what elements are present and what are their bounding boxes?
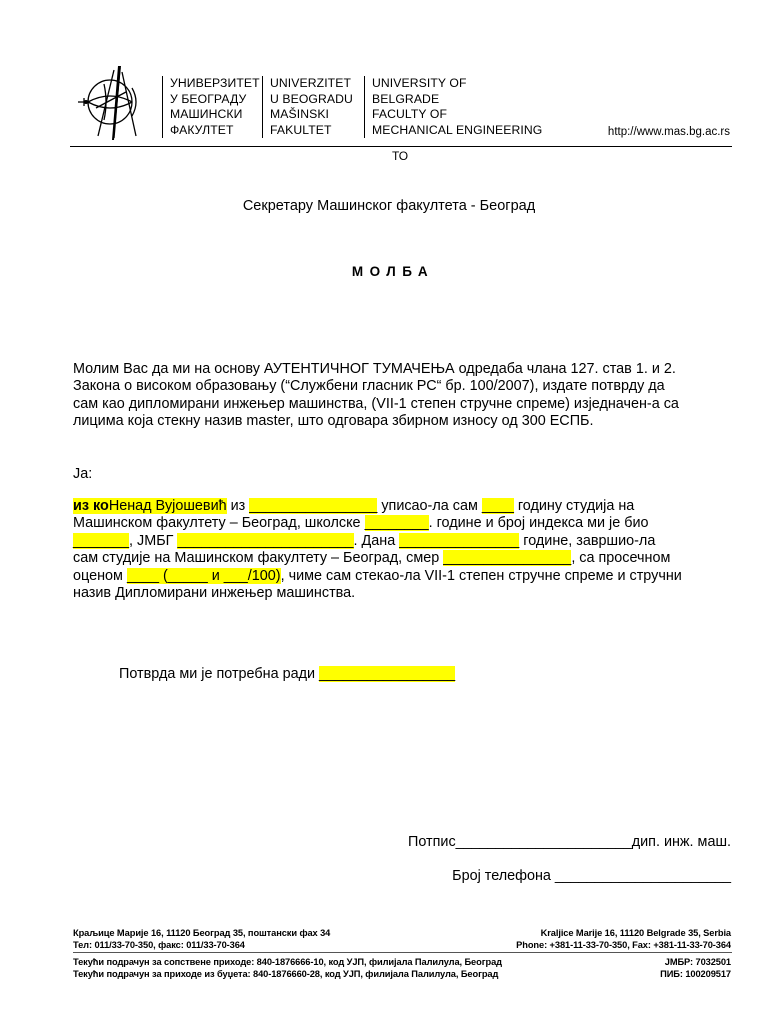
paragraph-text: годину студија на xyxy=(513,498,635,514)
paragraph-text: . године и број индекса ми је био xyxy=(428,515,649,532)
purpose-label: Потврда ми је потребна ради xyxy=(119,666,320,682)
letterhead xyxy=(70,62,732,148)
header-text: МАШИНСКИ xyxy=(170,107,243,121)
phone-line[interactable]: Број телефона ______________________ xyxy=(452,868,731,884)
header-text: FAKULTET xyxy=(270,122,332,137)
footer-phone-cyrillic: Тел: 011/33-70-350, факс: 011/33-70-364 xyxy=(73,939,245,950)
footer-jmbr: ЈМБР: 7032501 xyxy=(664,957,731,967)
average-grade-field[interactable]: ____ (_____ и ___/100) xyxy=(126,567,281,584)
document-title: МОЛБА xyxy=(351,264,435,279)
paragraph-text: године, завршио-ла xyxy=(519,532,656,549)
header-text: ФАКУЛТЕТ xyxy=(170,122,234,137)
addressee: Секретару Машинског факултета - Београд xyxy=(242,198,536,214)
header-divider xyxy=(262,76,263,138)
paragraph-line: сам као дипломирани инжењер машинства, (VII-1 степен стручне спреме) изједначен-а са xyxy=(73,395,679,412)
footer-address-latin: Kraljice Marije 16, 11120 Belgrade 35, Serbia xyxy=(540,928,731,938)
footer-pib: ПИБ: 100209517 xyxy=(660,968,731,979)
paragraph-text: , ЈМБГ xyxy=(129,532,178,549)
header-text: UNIVERZITET xyxy=(270,76,351,90)
header-text: MAŠINSKI xyxy=(270,107,330,121)
purpose-field[interactable]: _________________ xyxy=(319,666,456,682)
paragraph-text: Машинском факултету – Београд, школске xyxy=(73,515,365,532)
index-number-field[interactable]: _______ xyxy=(73,532,130,549)
footer-account-2: Текући подрачун за приходе из буџета: 840-1876660-28, код УЈП, филијала Палилула, Београд xyxy=(73,968,499,979)
paragraph-line xyxy=(73,533,733,550)
paragraph-line: Закона о високом образовању (“Службени гласник РС“ бр. 100/2007), издате потврду да xyxy=(73,378,665,395)
graduation-date-field[interactable]: _______________ xyxy=(399,532,520,549)
study-track-field[interactable]: ________________ xyxy=(443,550,572,567)
faculty-emblem-logo xyxy=(74,62,154,144)
jmbg-field[interactable]: ______________________ xyxy=(177,532,354,549)
applicant-details-paragraph xyxy=(73,498,733,602)
footer-phone-latin: Phone: +381-11-33-70-350, Fax: +381-11-33-70-364 xyxy=(516,939,731,950)
purpose-line xyxy=(119,666,455,682)
paragraph-line xyxy=(73,550,733,567)
paragraph-line xyxy=(73,515,733,532)
header-text: MECHANICAL ENGINEERING xyxy=(372,122,543,137)
signature-line[interactable]: Потпис______________________дип. инж. маш. xyxy=(408,834,731,850)
footer-address-cyrillic: Краљице Марије 16, 11120 Београд 35, поштански фах 34 xyxy=(73,928,331,938)
footer-rule xyxy=(73,952,732,953)
paragraph-text: оценом xyxy=(73,567,127,584)
paragraph-text: . Дана xyxy=(353,532,400,549)
footer-account-1: Текући подрачун за сопствене приходе: 840-1876666-10, код УЈП, филијала Палилула, Београд xyxy=(73,957,502,967)
header-divider xyxy=(364,76,365,138)
paragraph-text: из xyxy=(226,498,250,514)
header-column-latin xyxy=(270,76,353,138)
birthplace-field[interactable]: ________________ xyxy=(249,498,378,514)
paragraph-text: сам студије на Машинском факултету – Београд, смер xyxy=(73,550,444,567)
paragraph-line: назив Дипломирани инжењер машинства. xyxy=(73,585,356,602)
paragraph-line: лицима која стекну назив master, што одговара збирном износу од 300 ЕСПБ. xyxy=(73,413,594,430)
enrollment-year-field[interactable]: ____ xyxy=(481,498,514,514)
header-text: FACULTY OF xyxy=(372,107,448,121)
header-text: УНИВЕРЗИТЕТ xyxy=(170,76,260,90)
header-text: У БЕОГРАДУ xyxy=(170,91,247,106)
school-year-field[interactable]: ________ xyxy=(364,515,429,532)
header-divider xyxy=(162,76,163,138)
header-column-english xyxy=(372,76,542,138)
applicant-name-field[interactable]: Ненад Вујошевић xyxy=(108,498,227,514)
header-text: UNIVERSITY OF xyxy=(372,76,467,90)
paragraph-line: Молим Вас да ми на основу АУТЕНТИЧНОГ ТУМАЧЕЊА одредаба члана 127. став 1. и 2. xyxy=(73,361,676,377)
paragraph-text: , са просечном xyxy=(571,550,671,567)
to-label: ТО xyxy=(391,149,409,163)
header-text: U BEOGRADU xyxy=(270,91,353,106)
paragraph-line xyxy=(73,568,733,585)
request-paragraph xyxy=(73,361,733,431)
header-url[interactable]: http://www.mas.bg.ac.rs xyxy=(607,126,730,138)
paragraph-line xyxy=(73,498,733,515)
paragraph-text: уписао-ла сам xyxy=(377,498,482,514)
header-text: BELGRADE xyxy=(372,91,440,106)
header-column-cyrillic xyxy=(170,76,260,138)
highlighted-text: из ко xyxy=(73,498,109,514)
ja-label: Ја: xyxy=(73,466,93,482)
header-rule xyxy=(70,146,732,147)
paragraph-text: , чиме сам стекао-ла VII-1 степен стручне спреме и стручни xyxy=(280,567,682,584)
